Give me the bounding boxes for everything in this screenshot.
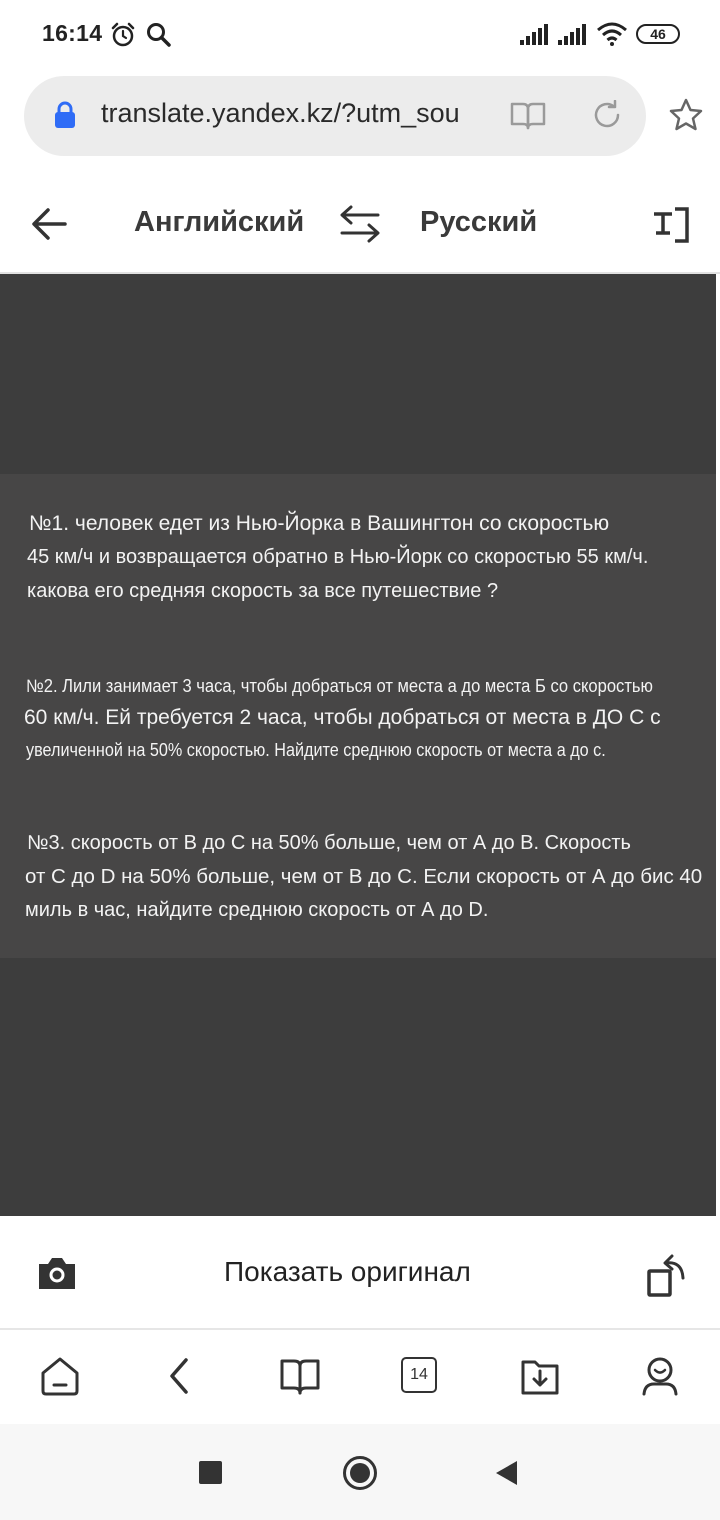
alarm-icon <box>110 22 136 48</box>
reader-mode-icon[interactable] <box>510 100 546 130</box>
signal-icon <box>558 24 588 46</box>
signal-icon <box>520 24 550 46</box>
book-icon[interactable] <box>280 1356 320 1396</box>
profile-icon[interactable] <box>640 1356 680 1396</box>
back-icon[interactable] <box>160 1356 200 1396</box>
problem3-line2: от С до D на 50% больше, чем от В до С. Если скорость от А до бис 40 <box>25 865 703 888</box>
recents-icon[interactable] <box>199 1461 222 1484</box>
home-icon[interactable] <box>40 1356 80 1396</box>
system-back-icon[interactable] <box>494 1460 520 1486</box>
show-original-button[interactable]: Показать оригинал <box>224 1256 471 1287</box>
tabs-button[interactable]: 14 <box>401 1357 437 1393</box>
search-icon <box>146 22 172 48</box>
problem2-line3: увеличенной на 50% скоростью. Найдите среднюю скорость от места а до с. <box>26 740 606 760</box>
battery-indicator: 46 <box>636 24 680 44</box>
download-icon[interactable] <box>520 1356 560 1396</box>
problem2-line1: №2. Лили занимает 3 часа, чтобы добраться от места а до места Б со скоростью <box>26 676 653 696</box>
problem1-line2: 45 км/ч и возвращается обратно в Нью-Йорк со скоростью 55 км/ч. <box>27 546 649 568</box>
browser-nav-bar <box>0 1330 720 1424</box>
wifi-icon <box>596 22 628 46</box>
rotate-icon[interactable] <box>646 1252 690 1298</box>
url-text[interactable]: translate.yandex.kz/?utm_sou <box>101 98 460 128</box>
problem1-line3: какова его средняя скорость за все путешествие ? <box>27 580 499 602</box>
back-arrow-icon[interactable] <box>30 206 68 242</box>
problem3-line3: миль в час, найдите среднюю скорость от А до D. <box>25 899 489 921</box>
text-mode-icon[interactable] <box>650 206 690 244</box>
problem1-line1: №1. человек едет из Нью-Йорка в Вашингтон со скоростью <box>29 512 610 535</box>
system-home-icon[interactable] <box>342 1455 378 1491</box>
star-icon[interactable] <box>668 97 704 133</box>
target-language-button[interactable]: Русский <box>420 206 538 238</box>
swap-languages-icon[interactable] <box>338 204 382 244</box>
reload-icon[interactable] <box>592 100 622 130</box>
lock-icon <box>52 100 78 130</box>
problem2-line2: 60 км/ч. Ей требуется 2 часа, чтобы добраться от места в ДО С с <box>24 706 661 729</box>
problem3-line1: №3. скорость от В до С на 50% больше, чем от А до В. Скорость <box>27 832 631 854</box>
camera-icon[interactable] <box>36 1254 78 1292</box>
source-language-button[interactable]: Английский <box>134 206 305 238</box>
status-time: 16:14 <box>42 20 103 46</box>
